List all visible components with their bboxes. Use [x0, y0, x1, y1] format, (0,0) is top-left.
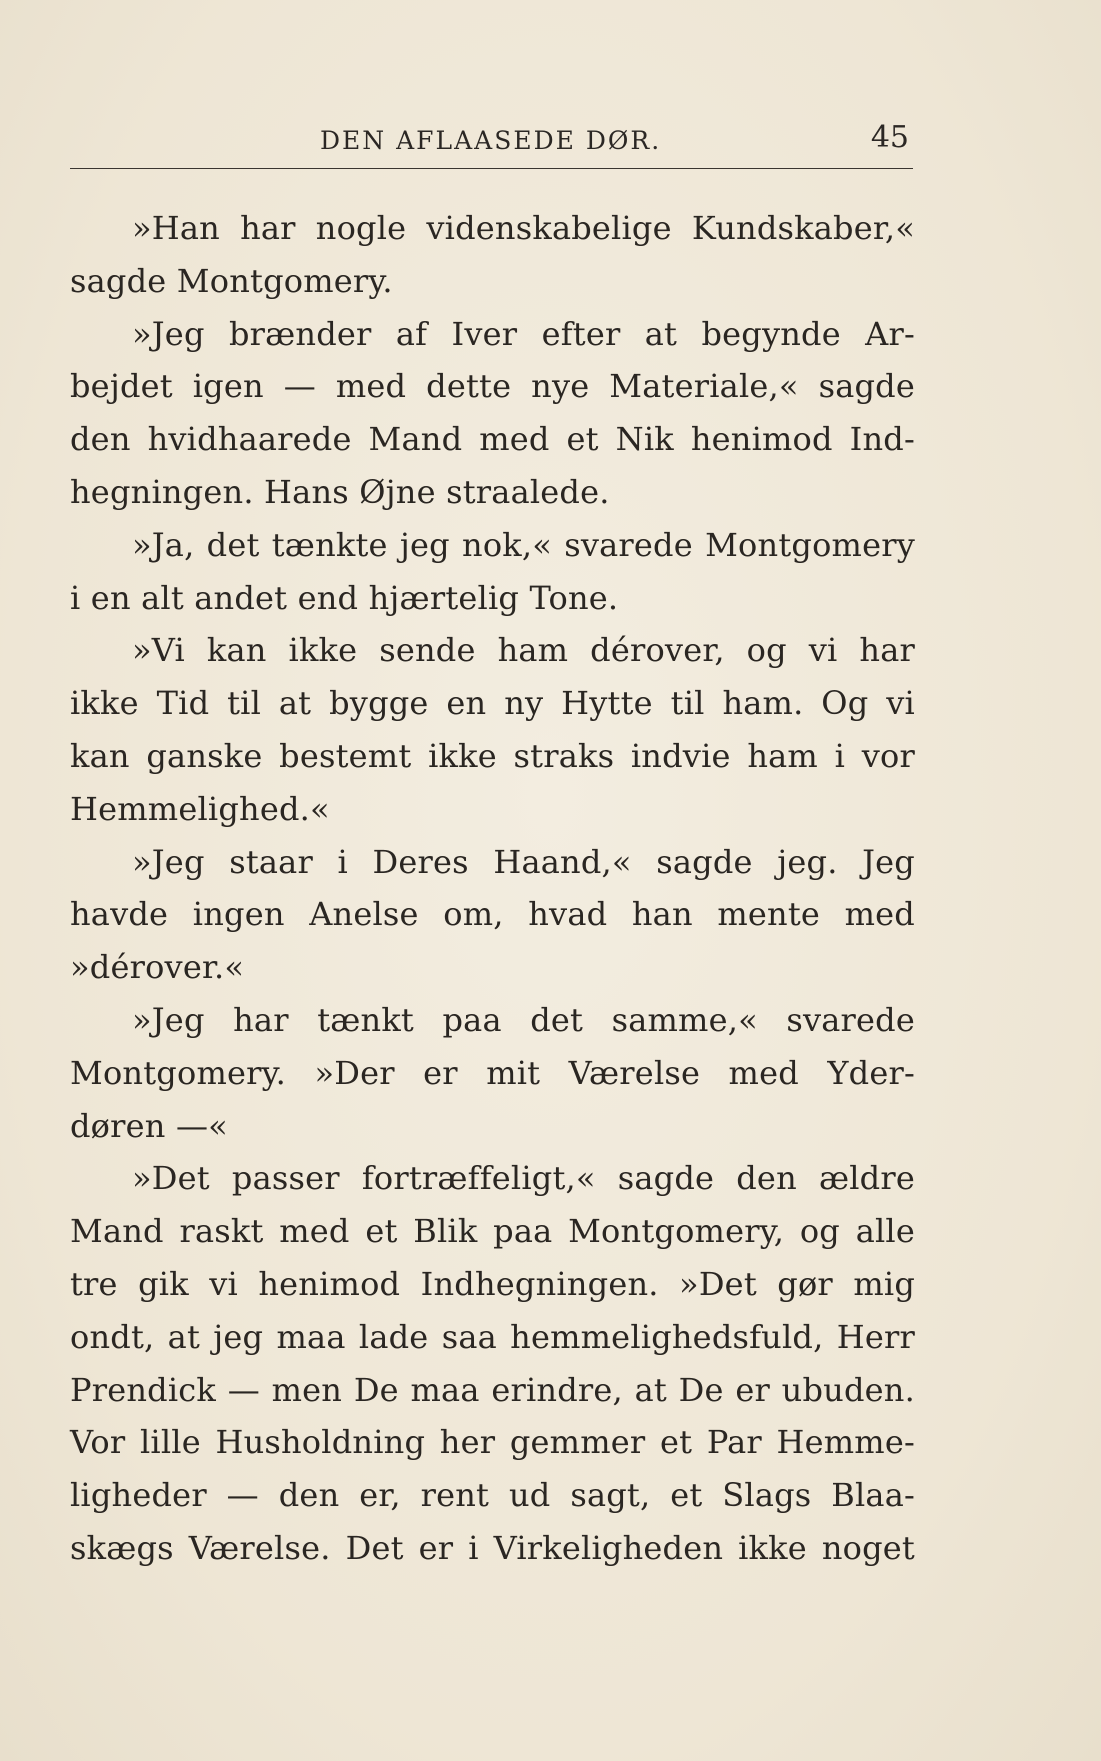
text-line: bejdet igen — med dette nye Materiale,« sagde: [70, 367, 915, 406]
header-rule: [70, 168, 913, 169]
text-line: Prendick — men De maa erindre, at De er ubuden.: [70, 1370, 915, 1409]
text-line: »Jeg brænder af Iver efter at begynde Ar-: [132, 314, 915, 353]
text-line: Mand raskt med et Blik paa Montgomery, og alle: [70, 1212, 915, 1251]
text-line: den hvidhaarede Mand med et Nik henimod Ind-: [70, 420, 915, 459]
body-text: [70, 202, 915, 1575]
running-title: DEN AFLAASEDE DØR.: [320, 126, 662, 155]
text-line: tre gik vi henimod Indhegningen. »Det gør mig: [70, 1264, 915, 1303]
text-line: kan ganske bestemt ikke straks indvie ham i vor: [70, 736, 915, 775]
text-line: døren —«: [70, 1106, 228, 1145]
text-line: »Ja, det tænkte jeg nok,« svarede Montgomery: [132, 525, 915, 564]
text-line: i en alt andet end hjærtelig Tone.: [70, 578, 619, 617]
running-head: [70, 120, 915, 160]
text-line: ligheder — den er, rent ud sagt, et Slags Blaa-: [70, 1476, 915, 1515]
text-line: »dérover.«: [70, 948, 245, 987]
text-line: sagde Montgomery.: [70, 261, 393, 300]
text-line: »Jeg staar i Deres Haand,« sagde jeg. Jeg: [132, 842, 915, 881]
text-line: havde ingen Anelse om, hvad han mente med: [70, 895, 915, 934]
text-line: »Jeg har tænkt paa det samme,« svarede: [132, 1000, 915, 1039]
text-line: Vor lille Husholdning her gemmer et Par Hemme-: [70, 1423, 915, 1462]
text-line: ondt, at jeg maa lade saa hemmelighedsfuld, Herr: [70, 1317, 915, 1356]
text-line: »Vi kan ikke sende ham dérover, og vi har: [132, 631, 915, 670]
text-line: »Han har nogle videnskabelige Kundskaber,«: [132, 209, 915, 247]
text-line: »Det passer fortræffeligt,« sagde den ældre: [132, 1159, 915, 1198]
text-line: skægs Værelse. Det er i Virkeligheden ikke noget: [70, 1528, 915, 1567]
text-line: Montgomery. »Der er mit Værelse med Yder-: [70, 1053, 915, 1092]
text-line: ikke Tid til at bygge en ny Hytte til ham. Og vi: [70, 684, 915, 723]
text-line: Hemmelighed.«: [70, 789, 330, 828]
page-number: 45: [870, 120, 909, 155]
text-line: hegningen. Hans Øjne straalede.: [70, 472, 610, 511]
